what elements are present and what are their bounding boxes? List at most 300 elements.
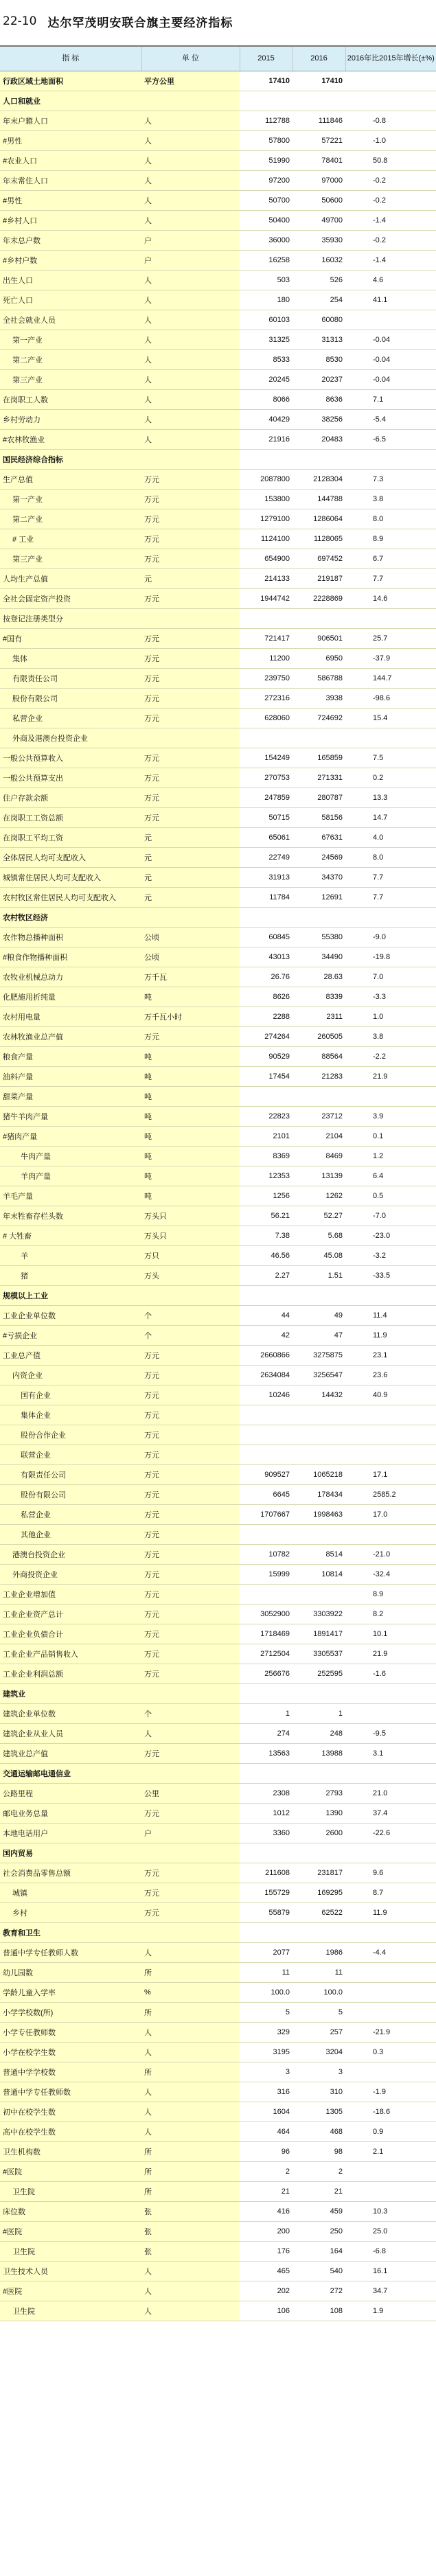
unit-cell: 万元 [141, 808, 240, 828]
table-row [0, 2182, 436, 2202]
value-2015-cell: 50700 [240, 191, 292, 211]
unit-cell: 人 [141, 2023, 240, 2043]
unit-cell: 万元 [141, 470, 240, 490]
value-2016-cell: 1986 [292, 1943, 345, 1963]
unit-cell: 个 [141, 1326, 240, 1346]
table-row [0, 290, 436, 310]
value-2016-cell: 1998463 [292, 1505, 345, 1525]
growth-cell: 4.0 [345, 828, 436, 848]
growth-cell: 21.9 [345, 1067, 436, 1087]
growth-cell: 3.1 [345, 1744, 436, 1764]
unit-cell: 吨 [141, 1147, 240, 1166]
indicator-cell: 年末常住人口 [0, 171, 141, 191]
value-2015-cell [240, 609, 292, 629]
table-row [0, 589, 436, 609]
growth-cell: -3.3 [345, 987, 436, 1007]
indicator-cell: 本地电话用户 [0, 1824, 141, 1843]
value-2015-cell [240, 1405, 292, 1425]
table-row [0, 768, 436, 788]
table-row [0, 111, 436, 131]
indicator-cell: 羊毛产量 [0, 1186, 141, 1206]
unit-cell: 万元 [141, 1804, 240, 1824]
value-2015-cell: 56.21 [240, 1206, 292, 1226]
table-row [0, 1843, 436, 1863]
value-2016-cell: 88564 [292, 1047, 345, 1067]
growth-cell [345, 1843, 436, 1863]
value-2015-cell [240, 91, 292, 111]
unit-cell: 吨 [141, 987, 240, 1007]
indicator-cell: 卫生院 [0, 2301, 141, 2321]
table-row [0, 1624, 436, 1644]
indicator-cell: 国民经济综合指标 [0, 450, 141, 470]
indicator-cell: 工业企业资产总计 [0, 1605, 141, 1624]
value-2015-cell: 6645 [240, 1485, 292, 1505]
value-2016-cell: 21283 [292, 1067, 345, 1087]
indicator-cell: # 工业 [0, 529, 141, 549]
indicator-cell: 出生人口 [0, 271, 141, 290]
unit-cell: 所 [141, 2062, 240, 2082]
value-2016-cell: 8530 [292, 350, 345, 370]
indicator-cell: 内资企业 [0, 1366, 141, 1385]
growth-cell: 0.3 [345, 2043, 436, 2062]
growth-cell: -1.6 [345, 1664, 436, 1684]
value-2015-cell: 1124100 [240, 529, 292, 549]
indicator-cell: 羊 [0, 1246, 141, 1266]
indicator-cell: #医院 [0, 2281, 141, 2301]
unit-cell: 公里 [141, 1784, 240, 1804]
table-row [0, 689, 436, 709]
value-2015-cell: 3052900 [240, 1605, 292, 1624]
header-indicator: 指 标 [0, 46, 141, 71]
growth-cell: 8.7 [345, 1883, 436, 1903]
value-2016-cell: 98 [292, 2142, 345, 2162]
indicator-cell: 农村用电量 [0, 1007, 141, 1027]
table-row [0, 1963, 436, 1983]
growth-cell [345, 1425, 436, 1445]
growth-cell: 0.9 [345, 2122, 436, 2142]
header-2015: 2015 [240, 46, 292, 71]
value-2015-cell: 239750 [240, 669, 292, 689]
value-2015-cell: 40429 [240, 410, 292, 430]
table-row [0, 2122, 436, 2142]
unit-cell: 万元 [141, 1624, 240, 1644]
header-unit: 单 位 [141, 46, 240, 71]
table-row [0, 1206, 436, 1226]
unit-cell [141, 728, 240, 748]
indicator-cell: 小学专任教师数 [0, 2023, 141, 2043]
value-2015-cell: 503 [240, 271, 292, 290]
table-row [0, 1346, 436, 1366]
growth-cell: -37.9 [345, 649, 436, 669]
value-2015-cell: 272316 [240, 689, 292, 709]
indicator-cell: 有限责任公司 [0, 669, 141, 689]
growth-cell: -0.2 [345, 171, 436, 191]
indicator-cell: 学龄儿童入学率 [0, 1983, 141, 2003]
growth-cell: 7.0 [345, 967, 436, 987]
indicator-cell: 猪牛羊肉产量 [0, 1107, 141, 1127]
table-row [0, 2262, 436, 2281]
table-row [0, 1943, 436, 1963]
value-2016-cell: 100.0 [292, 1983, 345, 2003]
unit-cell: 吨 [141, 1067, 240, 1087]
unit-cell: 万头只 [141, 1226, 240, 1246]
value-2015-cell: 46.56 [240, 1246, 292, 1266]
value-2015-cell: 90529 [240, 1047, 292, 1067]
table-row [0, 171, 436, 191]
unit-cell: 元 [141, 888, 240, 908]
value-2015-cell [240, 1764, 292, 1784]
value-2016-cell: 24569 [292, 848, 345, 868]
value-2016-cell: 219187 [292, 569, 345, 589]
table-row [0, 2281, 436, 2301]
value-2016-cell: 144788 [292, 490, 345, 509]
table-row [0, 1127, 436, 1147]
value-2016-cell: 3204 [292, 2043, 345, 2062]
indicator-cell: 乡村劳动力 [0, 410, 141, 430]
table-row [0, 1605, 436, 1624]
indicator-cell: 农牧业机械总动力 [0, 967, 141, 987]
value-2016-cell [292, 1585, 345, 1605]
growth-cell: 0.2 [345, 768, 436, 788]
value-2015-cell: 654900 [240, 549, 292, 569]
unit-cell [141, 450, 240, 470]
value-2015-cell: 274264 [240, 1027, 292, 1047]
table-row [0, 947, 436, 967]
indicator-cell: 在岗职工平均工资 [0, 828, 141, 848]
indicator-cell: #亏损企业 [0, 1326, 141, 1346]
table-row [0, 2202, 436, 2222]
value-2016-cell: 108 [292, 2301, 345, 2321]
indicator-cell: 第一产业 [0, 490, 141, 509]
unit-cell: 公顷 [141, 928, 240, 947]
unit-cell [141, 908, 240, 928]
unit-cell: 张 [141, 2242, 240, 2262]
unit-cell [141, 1843, 240, 1863]
unit-cell: 万元 [141, 1445, 240, 1465]
growth-cell: 7.7 [345, 868, 436, 888]
growth-cell: 17.1 [345, 1465, 436, 1485]
growth-cell: -9.0 [345, 928, 436, 947]
table-row [0, 330, 436, 350]
table-row [0, 470, 436, 490]
growth-cell: 7.7 [345, 888, 436, 908]
growth-cell: 8.0 [345, 509, 436, 529]
table-row [0, 1764, 436, 1784]
value-2016-cell: 12691 [292, 888, 345, 908]
value-2015-cell [240, 1923, 292, 1943]
table-row [0, 1266, 436, 1286]
value-2016-cell: 2228869 [292, 589, 345, 609]
indicator-cell: 在岗职工人数 [0, 390, 141, 410]
unit-cell: 户 [141, 1824, 240, 1843]
value-2016-cell: 34490 [292, 947, 345, 967]
unit-cell: 人 [141, 410, 240, 430]
value-2016-cell: 231817 [292, 1863, 345, 1883]
table-row [0, 669, 436, 689]
value-2016-cell [292, 1087, 345, 1107]
growth-cell: 50.8 [345, 151, 436, 171]
unit-cell: 万元 [141, 1346, 240, 1366]
table-row [0, 1007, 436, 1027]
unit-cell [141, 91, 240, 111]
unit-cell: 元 [141, 848, 240, 868]
growth-cell: 3.9 [345, 1107, 436, 1127]
header-2016: 2016 [292, 46, 345, 71]
unit-cell: 人 [141, 2122, 240, 2142]
unit-cell: 人 [141, 330, 240, 350]
growth-cell: -21.0 [345, 1545, 436, 1565]
indicator-cell: 工业企业负债合计 [0, 1624, 141, 1644]
value-2016-cell: 10814 [292, 1565, 345, 1585]
table-row [0, 2003, 436, 2023]
unit-cell: 人 [141, 310, 240, 330]
growth-cell: 4.6 [345, 271, 436, 290]
table-row [0, 350, 436, 370]
value-2016-cell: 50600 [292, 191, 345, 211]
growth-cell: 7.5 [345, 748, 436, 768]
unit-cell: 万元 [141, 689, 240, 709]
table-row [0, 629, 436, 649]
table-row [0, 1585, 436, 1605]
table-row [0, 549, 436, 569]
unit-cell: 元 [141, 569, 240, 589]
indicator-cell: 国内贸易 [0, 1843, 141, 1863]
unit-cell: 万元 [141, 1664, 240, 1684]
table-row [0, 509, 436, 529]
growth-cell: -0.04 [345, 350, 436, 370]
growth-cell: 25.0 [345, 2222, 436, 2242]
growth-cell: -33.5 [345, 1266, 436, 1286]
value-2016-cell: 17410 [292, 71, 345, 91]
table-row [0, 529, 436, 549]
table-row [0, 310, 436, 330]
growth-cell [345, 1684, 436, 1704]
unit-cell [141, 1684, 240, 1704]
value-2016-cell: 257 [292, 2023, 345, 2043]
value-2015-cell [240, 908, 292, 928]
growth-cell: 23.6 [345, 1366, 436, 1385]
table-row [0, 151, 436, 171]
growth-cell [345, 2003, 436, 2023]
unit-cell [141, 1286, 240, 1306]
value-2015-cell: 26.76 [240, 967, 292, 987]
value-2016-cell: 20237 [292, 370, 345, 390]
growth-cell: 10.1 [345, 1624, 436, 1644]
value-2015-cell: 55879 [240, 1903, 292, 1923]
indicator-cell: 全社会就业人员 [0, 310, 141, 330]
growth-cell [345, 91, 436, 111]
unit-cell: 万千瓦 [141, 967, 240, 987]
value-2015-cell [240, 1684, 292, 1704]
growth-cell: -0.04 [345, 370, 436, 390]
value-2015-cell [240, 1425, 292, 1445]
indicator-cell: 外商投资企业 [0, 1565, 141, 1585]
value-2016-cell: 906501 [292, 629, 345, 649]
value-2016-cell: 280787 [292, 788, 345, 808]
value-2016-cell: 5 [292, 2003, 345, 2023]
unit-cell: 万千瓦小时 [141, 1007, 240, 1027]
growth-cell: 9.6 [345, 1863, 436, 1883]
value-2015-cell: 20245 [240, 370, 292, 390]
value-2015-cell: 909527 [240, 1465, 292, 1485]
value-2016-cell: 165859 [292, 748, 345, 768]
value-2016-cell [292, 1405, 345, 1425]
indicator-cell: 高中在校学生数 [0, 2122, 141, 2142]
growth-cell: 11.9 [345, 1903, 436, 1923]
value-2015-cell: 44 [240, 1306, 292, 1326]
table-row [0, 1704, 436, 1724]
value-2015-cell: 464 [240, 2122, 292, 2142]
indicator-cell: 农林牧渔业总产值 [0, 1027, 141, 1047]
table-row [0, 490, 436, 509]
indicator-cell: 卫生院 [0, 2242, 141, 2262]
growth-cell [345, 908, 436, 928]
growth-cell: 8.0 [345, 848, 436, 868]
indicator-cell: 年末总户数 [0, 231, 141, 251]
table-row [0, 450, 436, 470]
unit-cell: 吨 [141, 1127, 240, 1147]
value-2016-cell: 272 [292, 2281, 345, 2301]
value-2015-cell: 60845 [240, 928, 292, 947]
unit-cell: 平方公里 [141, 71, 240, 91]
table-row [0, 2102, 436, 2122]
value-2015-cell: 153800 [240, 490, 292, 509]
value-2015-cell: 1604 [240, 2102, 292, 2122]
growth-cell: -5.4 [345, 410, 436, 430]
unit-cell: 人 [141, 2082, 240, 2102]
value-2015-cell: 1718469 [240, 1624, 292, 1644]
unit-cell: 吨 [141, 1087, 240, 1107]
value-2016-cell: 2104 [292, 1127, 345, 1147]
value-2016-cell: 3303922 [292, 1605, 345, 1624]
value-2016-cell: 1.51 [292, 1266, 345, 1286]
value-2016-cell: 3938 [292, 689, 345, 709]
unit-cell [141, 1764, 240, 1784]
value-2016-cell: 1891417 [292, 1624, 345, 1644]
value-2016-cell: 5.68 [292, 1226, 345, 1246]
table-row [0, 370, 436, 390]
indicator-cell: 邮电业务总量 [0, 1804, 141, 1824]
indicator-cell: 教育和卫生 [0, 1923, 141, 1943]
table-row [0, 928, 436, 947]
indicator-cell: 牛肉产量 [0, 1147, 141, 1166]
unit-cell: 人 [141, 2281, 240, 2301]
value-2016-cell [292, 1843, 345, 1863]
growth-cell: -23.0 [345, 1226, 436, 1246]
growth-cell: 14.6 [345, 589, 436, 609]
unit-cell: 万元 [141, 1027, 240, 1047]
table-row [0, 1166, 436, 1186]
indicator-cell: 一般公共预算收入 [0, 748, 141, 768]
table-row [0, 91, 436, 111]
value-2016-cell: 49700 [292, 211, 345, 231]
value-2016-cell: 20483 [292, 430, 345, 450]
indicator-cell: #国有 [0, 629, 141, 649]
indicator-cell: #乡村户数 [0, 251, 141, 271]
value-2016-cell: 55380 [292, 928, 345, 947]
table-row [0, 1883, 436, 1903]
value-2016-cell: 250 [292, 2222, 345, 2242]
value-2015-cell: 176 [240, 2242, 292, 2262]
growth-cell: 25.7 [345, 629, 436, 649]
growth-cell: 40.9 [345, 1385, 436, 1405]
value-2016-cell: 11 [292, 1963, 345, 1983]
indicator-cell: 羊肉产量 [0, 1166, 141, 1186]
table-row [0, 1545, 436, 1565]
unit-cell: 人 [141, 2043, 240, 2062]
value-2016-cell: 78401 [292, 151, 345, 171]
value-2016-cell [292, 1764, 345, 1784]
growth-cell: -22.6 [345, 1824, 436, 1843]
unit-cell: 户 [141, 231, 240, 251]
unit-cell [141, 1923, 240, 1943]
value-2016-cell: 1065218 [292, 1465, 345, 1485]
value-2015-cell: 2634084 [240, 1366, 292, 1385]
value-2015-cell: 202 [240, 2281, 292, 2301]
unit-cell: 人 [141, 290, 240, 310]
growth-cell: 14.7 [345, 808, 436, 828]
value-2015-cell: 3 [240, 2062, 292, 2082]
indicator-cell: 小学学校数(所) [0, 2003, 141, 2023]
growth-cell: 23.1 [345, 1346, 436, 1366]
table-row [0, 1027, 436, 1047]
table-row [0, 1744, 436, 1764]
indicator-cell: 普通中学专任教师人数 [0, 1943, 141, 1963]
value-2015-cell: 17410 [240, 71, 292, 91]
table-row [0, 251, 436, 271]
unit-cell: 人 [141, 1724, 240, 1744]
indicator-cell: 其他企业 [0, 1525, 141, 1545]
table-row [0, 868, 436, 888]
value-2015-cell: 60103 [240, 310, 292, 330]
indicator-cell: 社会消费品零售总额 [0, 1863, 141, 1883]
value-2015-cell: 7.38 [240, 1226, 292, 1246]
value-2015-cell: 51990 [240, 151, 292, 171]
value-2015-cell [240, 450, 292, 470]
table-header-row [0, 46, 436, 71]
unit-cell: 万元 [141, 1425, 240, 1445]
value-2015-cell: 155729 [240, 1883, 292, 1903]
table-row [0, 967, 436, 987]
table-row [0, 1047, 436, 1067]
indicator-cell: 股份有限公司 [0, 1485, 141, 1505]
growth-cell: 15.4 [345, 709, 436, 728]
growth-cell: 7.7 [345, 569, 436, 589]
value-2015-cell: 50715 [240, 808, 292, 828]
unit-cell: 个 [141, 1704, 240, 1724]
table-number: 22-10 [3, 14, 37, 28]
value-2015-cell: 100.0 [240, 1983, 292, 2003]
table-row [0, 231, 436, 251]
value-2016-cell: 13988 [292, 1744, 345, 1764]
value-2015-cell [240, 728, 292, 748]
growth-cell: 10.3 [345, 2202, 436, 2222]
growth-cell: 7.3 [345, 470, 436, 490]
value-2016-cell: 47 [292, 1326, 345, 1346]
indicator-cell: 集体 [0, 649, 141, 669]
table-row [0, 2301, 436, 2321]
indicator-cell: 全体居民人均可支配收入 [0, 848, 141, 868]
unit-cell: 万元 [141, 1545, 240, 1565]
unit-cell: 所 [141, 1963, 240, 1983]
indicator-cell: 第二产业 [0, 350, 141, 370]
unit-cell: 户 [141, 251, 240, 271]
value-2016-cell: 58156 [292, 808, 345, 828]
growth-cell: 0.1 [345, 1127, 436, 1147]
value-2016-cell: 252595 [292, 1664, 345, 1684]
indicator-cell: 化肥施用折纯量 [0, 987, 141, 1007]
value-2015-cell: 96 [240, 2142, 292, 2162]
